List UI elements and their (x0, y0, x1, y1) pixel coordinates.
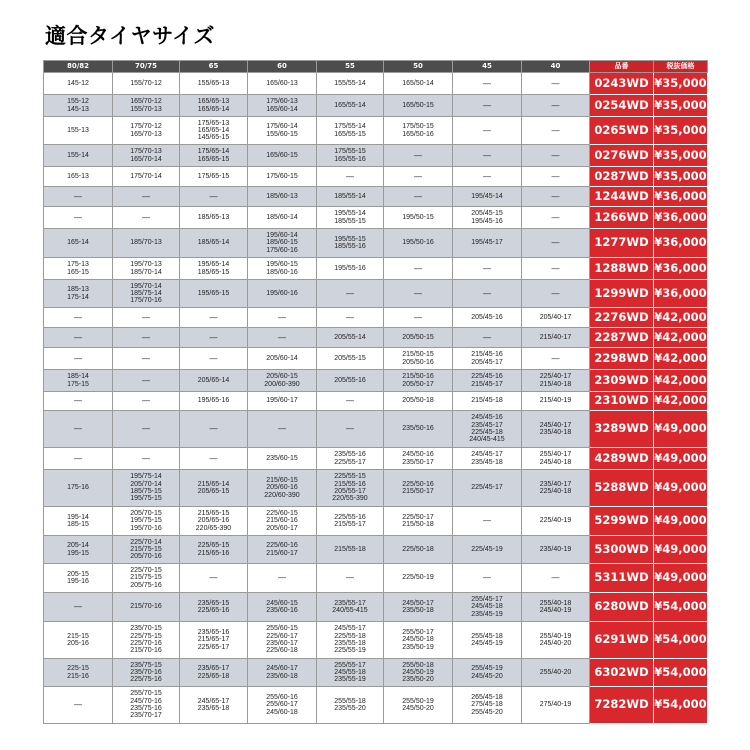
size-cell: 205/55-16 (317, 370, 384, 392)
header-65: 65 (180, 61, 248, 73)
size-cell: 165/50-15 (384, 95, 453, 117)
size-cell: — (180, 187, 248, 207)
size-cell: — (317, 308, 384, 328)
part-number-cell: 1277WD (590, 229, 654, 258)
size-cell: 155/70-12 (113, 73, 180, 95)
size-cell: 195-14 185-15 (44, 507, 113, 536)
part-number-cell: 2309WD (590, 370, 654, 392)
size-cell: — (317, 392, 384, 411)
size-cell: 245/45-17 235/45-18 (453, 448, 522, 470)
part-number-cell: 7282WD (590, 687, 654, 724)
size-cell: 175/55-15 165/55-16 (317, 145, 384, 167)
size-cell: — (44, 308, 113, 328)
size-cell: 255/45-17 245/45-18 235/45-19 (453, 593, 522, 622)
size-cell: — (317, 280, 384, 308)
size-cell: 225/55-16 215/55-17 (317, 507, 384, 536)
header-50: 50 (384, 61, 453, 73)
price-cell: ¥42,000 (654, 392, 708, 411)
price-cell: ¥49,000 (654, 564, 708, 593)
size-cell: — (453, 258, 522, 280)
price-cell: ¥36,000 (654, 280, 708, 308)
part-number-cell: 5299WD (590, 507, 654, 536)
price-cell: ¥49,000 (654, 448, 708, 470)
size-cell: 235/55-16 225/55-17 (317, 448, 384, 470)
size-cell: 215/45-18 (453, 392, 522, 411)
size-cell: — (453, 507, 522, 536)
size-cell: — (384, 167, 453, 187)
size-cell: 205/50-15 (384, 328, 453, 348)
price-cell: ¥54,000 (654, 659, 708, 687)
size-cell: — (522, 187, 590, 207)
size-cell: 185-14 175-15 (44, 370, 113, 392)
size-cell: — (248, 328, 317, 348)
size-cell: 225/45-17 (453, 470, 522, 507)
size-cell: 215/50-16 205/50-17 (384, 370, 453, 392)
part-number-cell: 5288WD (590, 470, 654, 507)
size-cell: 185/60-14 (248, 207, 317, 229)
part-number-cell: 0254WD (590, 95, 654, 117)
size-cell: 255/70-15 245/70-16 235/75-16 235/70-17 (113, 687, 180, 724)
size-cell: 205/70-15 195/75-15 195/70-16 (113, 507, 180, 536)
size-cell: 195/60-14 185/60-15 175/60-16 (248, 229, 317, 258)
price-cell: ¥49,000 (654, 536, 708, 564)
size-cell: 235/65-17 225/65-18 (180, 659, 248, 687)
size-cell: 205/55-15 (317, 348, 384, 370)
size-cell: 165/60-15 (248, 145, 317, 167)
table-row (44, 187, 708, 207)
size-cell: — (113, 207, 180, 229)
size-cell: 195/60-16 (248, 280, 317, 308)
size-cell: 235/65-15 225/65-16 (180, 593, 248, 622)
size-cell: 175/50-15 165/50-16 (384, 117, 453, 145)
table-row (44, 117, 708, 145)
size-cell: 235/40-17 225/40-18 (522, 470, 590, 507)
table-row (44, 564, 708, 593)
size-cell: — (317, 411, 384, 448)
size-cell: — (522, 95, 590, 117)
price-cell: ¥42,000 (654, 370, 708, 392)
size-cell: — (44, 448, 113, 470)
part-number-cell: 2298WD (590, 348, 654, 370)
size-cell: 215/50-15 205/50-16 (384, 348, 453, 370)
size-cell: 225/45-19 (453, 536, 522, 564)
size-cell: — (384, 308, 453, 328)
size-cell: — (384, 258, 453, 280)
size-cell: 215/40-17 (522, 328, 590, 348)
size-cell: — (248, 411, 317, 448)
size-cell: — (522, 258, 590, 280)
size-cell: 145-12 (44, 73, 113, 95)
size-cell: 175/65-13 165/65-14 145/65-15 (180, 117, 248, 145)
size-cell: — (180, 564, 248, 593)
size-cell: 195/65-14 185/65-15 (180, 258, 248, 280)
size-cell: — (522, 229, 590, 258)
size-cell: 225/45-16 215/45-17 (453, 370, 522, 392)
part-number-cell: 1266WD (590, 207, 654, 229)
size-cell: 225/55-15 215/55-16 205/55-17 220/55-390 (317, 470, 384, 507)
size-cell: 215/65-14 205/65-15 (180, 470, 248, 507)
size-cell: 195/65-16 (180, 392, 248, 411)
size-cell: 275/40-19 (522, 687, 590, 724)
size-cell: 195/65-15 (180, 280, 248, 308)
size-cell: — (522, 280, 590, 308)
size-cell: 165/65-13 165/65-14 (180, 95, 248, 117)
size-cell: 255/60-15 225/60-17 235/60-17 225/60-18 (248, 622, 317, 659)
table-row (44, 229, 708, 258)
part-number-cell: 2276WD (590, 308, 654, 328)
table-row (44, 308, 708, 328)
size-cell: — (113, 308, 180, 328)
size-cell: — (522, 167, 590, 187)
part-number-cell: 5311WD (590, 564, 654, 593)
size-cell: 165-14 (44, 229, 113, 258)
size-cell: — (453, 564, 522, 593)
table-row (44, 280, 708, 308)
size-cell: 175/60-13 165/60-14 (248, 95, 317, 117)
table-body (44, 73, 708, 724)
size-cell: 195/55-15 185/55-16 (317, 229, 384, 258)
size-cell: — (113, 411, 180, 448)
size-cell: — (522, 564, 590, 593)
size-cell: 175-13 165-15 (44, 258, 113, 280)
part-number-cell: 0243WD (590, 73, 654, 95)
table-row (44, 258, 708, 280)
size-cell: 215/45-16 205/45-17 (453, 348, 522, 370)
size-cell: — (384, 280, 453, 308)
size-cell: — (384, 187, 453, 207)
price-cell: ¥49,000 (654, 411, 708, 448)
header-price: 税抜価格 (654, 61, 708, 73)
part-number-cell: 2287WD (590, 328, 654, 348)
size-cell: 195/45-14 (453, 187, 522, 207)
price-cell: ¥49,000 (654, 507, 708, 536)
size-cell: — (44, 187, 113, 207)
size-cell: — (522, 207, 590, 229)
price-cell: ¥42,000 (654, 328, 708, 348)
size-cell: 205/60-15 200/60-390 (248, 370, 317, 392)
size-cell: — (44, 328, 113, 348)
size-cell: — (113, 448, 180, 470)
price-cell: ¥35,000 (654, 167, 708, 187)
size-cell: 165-13 (44, 167, 113, 187)
size-cell: 255/50-17 245/50-18 235/50-19 (384, 622, 453, 659)
size-cell: 175-16 (44, 470, 113, 507)
size-cell: 165/70-12 155/70-13 (113, 95, 180, 117)
size-cell: 175/70-12 165/70-13 (113, 117, 180, 145)
size-cell: — (44, 687, 113, 724)
size-cell: 225/50-19 (384, 564, 453, 593)
size-cell: 205/60-14 (248, 348, 317, 370)
size-cell: 205/65-14 (180, 370, 248, 392)
price-cell: ¥49,000 (654, 470, 708, 507)
size-cell: 255/45-18 245/45-19 (453, 622, 522, 659)
size-cell: 255/40-19 245/40-20 (522, 622, 590, 659)
size-cell: 245/40-17 235/40-18 (522, 411, 590, 448)
table-row (44, 167, 708, 187)
table-row (44, 470, 708, 507)
price-cell: ¥54,000 (654, 593, 708, 622)
size-cell: 225/40-19 (522, 507, 590, 536)
part-number-cell: 6302WD (590, 659, 654, 687)
size-cell: 245/60-15 235/60-16 (248, 593, 317, 622)
size-cell: 215/70-16 (113, 593, 180, 622)
size-cell: 235/40-19 (522, 536, 590, 564)
size-cell: 255/50-18 245/50-19 235/50-20 (384, 659, 453, 687)
size-cell: 185/55-14 (317, 187, 384, 207)
size-cell: 255/45-19 245/45-20 (453, 659, 522, 687)
size-cell: 255/40-20 (522, 659, 590, 687)
size-cell: 195/60-17 (248, 392, 317, 411)
size-cell: 195/70-14 185/75-14 175/70-16 (113, 280, 180, 308)
table-row (44, 622, 708, 659)
size-cell: 195/50-15 (384, 207, 453, 229)
price-cell: ¥35,000 (654, 145, 708, 167)
size-cell: 195/75-14 205/70-14 185/75-15 195/75-15 (113, 470, 180, 507)
size-cell: 225-15 215-16 (44, 659, 113, 687)
size-cell: 225/50-16 215/50-17 (384, 470, 453, 507)
size-cell: — (248, 308, 317, 328)
size-cell: 185/60-13 (248, 187, 317, 207)
size-cell: 185-13 175-14 (44, 280, 113, 308)
table-row (44, 145, 708, 167)
size-cell: — (453, 280, 522, 308)
page-title: 適合タイヤサイズ (45, 24, 215, 48)
size-cell: — (453, 95, 522, 117)
table-row (44, 207, 708, 229)
size-cell: 175/70-14 (113, 167, 180, 187)
size-cell: — (44, 593, 113, 622)
table-row (44, 687, 708, 724)
size-cell: — (44, 411, 113, 448)
size-cell: — (522, 348, 590, 370)
header-55: 55 (317, 61, 384, 73)
table-row (44, 73, 708, 95)
size-cell: 255/50-19 245/50-20 (384, 687, 453, 724)
size-cell: 225/60-15 215/60-16 205/60-17 (248, 507, 317, 536)
size-cell: 215/55-18 (317, 536, 384, 564)
size-cell: 175/55-14 165/55-15 (317, 117, 384, 145)
size-cell: — (180, 308, 248, 328)
part-number-cell: 6280WD (590, 593, 654, 622)
size-cell: — (453, 73, 522, 95)
table-row (44, 659, 708, 687)
size-cell: 245/50-17 235/50-18 (384, 593, 453, 622)
size-cell: 235/75-15 235/70-16 225/75-16 (113, 659, 180, 687)
part-number-cell: 1299WD (590, 280, 654, 308)
size-cell: 205/45-15 195/45-16 (453, 207, 522, 229)
size-cell: 195/55-14 185/55-15 (317, 207, 384, 229)
size-cell: 255/40-18 245/40-19 (522, 593, 590, 622)
size-cell: — (44, 207, 113, 229)
size-cell: — (44, 392, 113, 411)
price-cell: ¥36,000 (654, 187, 708, 207)
size-cell: — (453, 145, 522, 167)
size-cell: 205-14 195-15 (44, 536, 113, 564)
part-number-cell: 2310WD (590, 392, 654, 411)
size-cell: — (317, 167, 384, 187)
size-cell: 215-15 205-16 (44, 622, 113, 659)
size-cell: 245/60-17 235/60-18 (248, 659, 317, 687)
size-cell: — (453, 167, 522, 187)
price-cell: ¥54,000 (654, 687, 708, 724)
size-cell: — (113, 328, 180, 348)
table-row (44, 593, 708, 622)
size-cell: 225/60-16 215/60-17 (248, 536, 317, 564)
part-number-cell: 6291WD (590, 622, 654, 659)
size-cell: 155-13 (44, 117, 113, 145)
size-cell: 245/65-17 235/65-18 (180, 687, 248, 724)
size-cell: — (453, 117, 522, 145)
size-cell: 205-15 195-16 (44, 564, 113, 593)
size-cell: 245/55-17 225/55-18 235/55-18 225/55-19 (317, 622, 384, 659)
size-cell: 215/60-15 205/60-16 220/60-390 (248, 470, 317, 507)
part-number-cell: 1288WD (590, 258, 654, 280)
size-cell: 235/55-17 240/55-415 (317, 593, 384, 622)
price-cell: ¥36,000 (654, 258, 708, 280)
part-number-cell: 0276WD (590, 145, 654, 167)
size-cell: 235/60-15 (248, 448, 317, 470)
table-row (44, 328, 708, 348)
size-cell: 235/65-16 215/65-17 225/65-17 (180, 622, 248, 659)
size-cell: — (453, 328, 522, 348)
size-cell: 255/55-18 235/55-20 (317, 687, 384, 724)
part-number-cell: 1244WD (590, 187, 654, 207)
size-cell: — (317, 564, 384, 593)
header-part-number: 品番 (590, 61, 654, 73)
size-cell: 255/55-17 245/55-18 235/55-19 (317, 659, 384, 687)
size-cell: 205/45-16 (453, 308, 522, 328)
size-cell: 155-14 (44, 145, 113, 167)
part-number-cell: 3289WD (590, 411, 654, 448)
header-40: 40 (522, 61, 590, 73)
size-cell: 215/40-19 (522, 392, 590, 411)
table-row (44, 411, 708, 448)
size-cell: 225/65-15 215/65-16 (180, 536, 248, 564)
size-cell: 175/65-14 165/65-15 (180, 145, 248, 167)
size-cell: — (113, 187, 180, 207)
size-cell: 175/70-13 165/70-14 (113, 145, 180, 167)
header-70-75: 70/75 (113, 61, 180, 73)
table-row (44, 95, 708, 117)
price-cell: ¥42,000 (654, 348, 708, 370)
table-row (44, 348, 708, 370)
price-cell: ¥35,000 (654, 73, 708, 95)
size-cell: 195/50-16 (384, 229, 453, 258)
table-row (44, 448, 708, 470)
header-45: 45 (453, 61, 522, 73)
size-cell: — (522, 145, 590, 167)
price-cell: ¥54,000 (654, 622, 708, 659)
size-cell: — (248, 564, 317, 593)
table-row (44, 392, 708, 411)
price-cell: ¥35,000 (654, 117, 708, 145)
size-cell: 185/65-14 (180, 229, 248, 258)
size-cell: 225/50-17 215/50-18 (384, 507, 453, 536)
size-cell: 255/60-16 255/60-17 245/60-18 (248, 687, 317, 724)
size-cell: — (522, 73, 590, 95)
size-cell: 245/50-16 235/50-17 (384, 448, 453, 470)
size-cell: 245/45-16 235/45-17 225/45-18 240/45-415 (453, 411, 522, 448)
size-cell: — (113, 348, 180, 370)
size-cell: 225/40-17 215/40-18 (522, 370, 590, 392)
header-60: 60 (248, 61, 317, 73)
size-cell: 185/70-13 (113, 229, 180, 258)
size-cell: 205/55-14 (317, 328, 384, 348)
price-cell: ¥36,000 (654, 229, 708, 258)
size-cell: 225/70-15 215/75-15 205/75-16 (113, 564, 180, 593)
size-cell: 225/50-18 (384, 536, 453, 564)
size-cell: 215/65-15 205/65-16 220/65-390 (180, 507, 248, 536)
price-cell: ¥42,000 (654, 308, 708, 328)
size-cell: — (113, 370, 180, 392)
size-cell: — (180, 348, 248, 370)
size-cell: 195/70-13 185/70-14 (113, 258, 180, 280)
size-cell: — (384, 145, 453, 167)
part-number-cell: 5300WD (590, 536, 654, 564)
price-cell: ¥36,000 (654, 207, 708, 229)
size-cell: 235/50-16 (384, 411, 453, 448)
table-row (44, 536, 708, 564)
size-cell: 225/70-14 215/75-15 205/70-16 (113, 536, 180, 564)
size-cell: — (44, 348, 113, 370)
size-cell: 165/60-13 (248, 73, 317, 95)
tire-size-table (43, 60, 708, 724)
header-row (44, 61, 708, 73)
size-cell: — (180, 448, 248, 470)
size-cell: 265/45-18 275/45-18 255/45-20 (453, 687, 522, 724)
size-cell: 155-12 145-13 (44, 95, 113, 117)
size-cell: 195/55-16 (317, 258, 384, 280)
size-cell: 175/60-15 (248, 167, 317, 187)
size-cell: 195/60-15 185/60-16 (248, 258, 317, 280)
size-cell: 235/70-15 225/75-15 225/70-16 215/70-16 (113, 622, 180, 659)
size-cell: 155/65-13 (180, 73, 248, 95)
part-number-cell: 0287WD (590, 167, 654, 187)
size-cell: 205/50-18 (384, 392, 453, 411)
size-cell: — (113, 392, 180, 411)
size-cell: 165/50-14 (384, 73, 453, 95)
size-cell: — (180, 411, 248, 448)
size-cell: 195/45-17 (453, 229, 522, 258)
size-cell: 185/65-13 (180, 207, 248, 229)
part-number-cell: 4289WD (590, 448, 654, 470)
size-cell: 165/55-14 (317, 95, 384, 117)
table-row (44, 370, 708, 392)
header-80-82: 80/82 (44, 61, 113, 73)
size-cell: 155/55-14 (317, 73, 384, 95)
part-number-cell: 0265WD (590, 117, 654, 145)
size-cell: — (180, 328, 248, 348)
table-row (44, 507, 708, 536)
size-cell: 175/65-15 (180, 167, 248, 187)
size-cell: 175/60-14 155/60-15 (248, 117, 317, 145)
size-cell: 255/40-17 245/40-18 (522, 448, 590, 470)
size-cell: 205/40-17 (522, 308, 590, 328)
size-cell: — (522, 117, 590, 145)
price-cell: ¥35,000 (654, 95, 708, 117)
